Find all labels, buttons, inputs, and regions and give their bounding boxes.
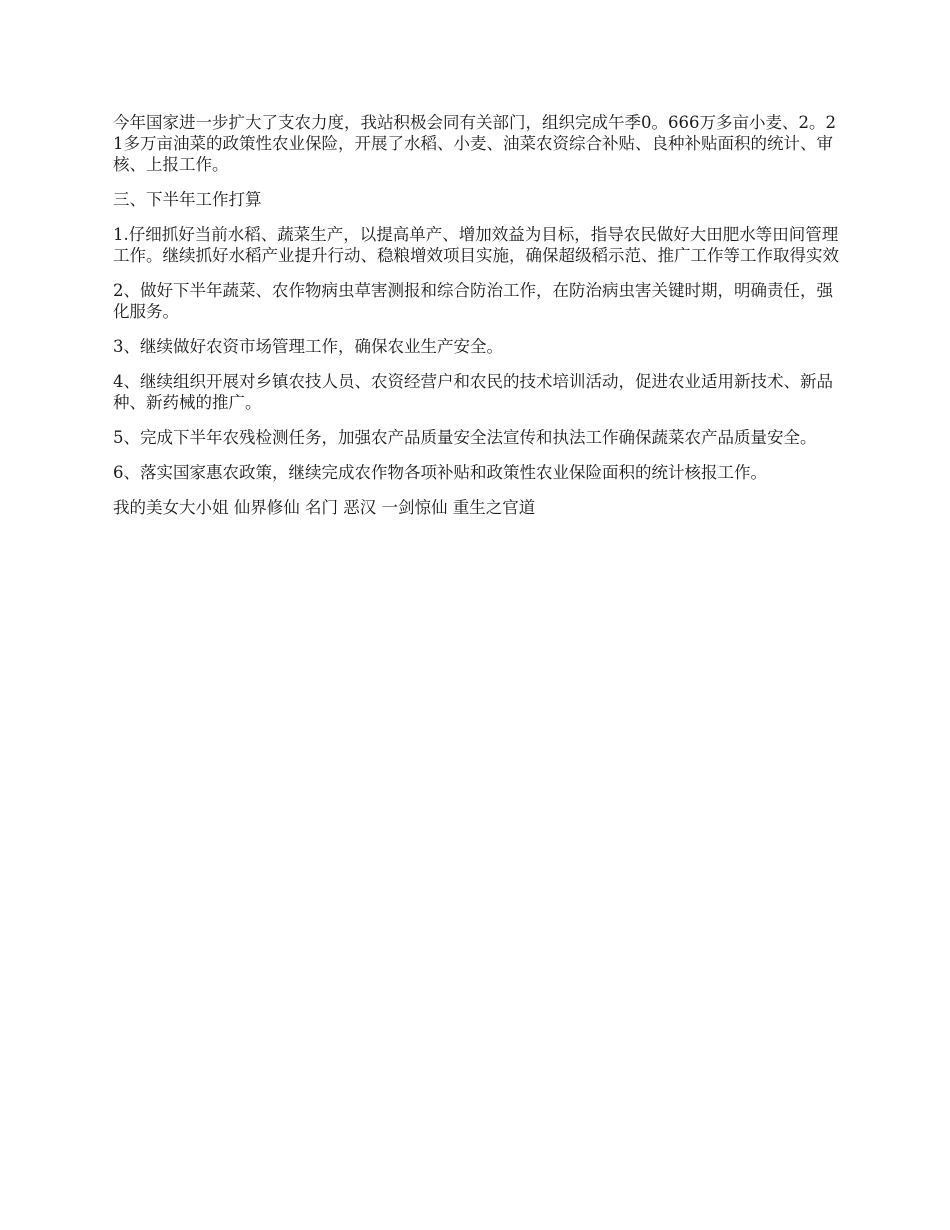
plan-item-5: 5、完成下半年农残检测任务，加强农产品质量安全法宣传和执法工作确保蔬菜农产品质量安全。: [113, 428, 817, 447]
plan-item-3: 3、继续做好农资市场管理工作，确保农业生产安全。: [113, 337, 503, 356]
plan-item-1: 1.仔细抓好当前水稻、蔬菜生产，以提高单产、增加效益为目标，指导农民做好大田肥水等田间管理工作。继续抓好水稻产业提升行动、稳粮增效项目实施，确保超级稻示范、推广工作等工作取得实效: [113, 225, 839, 265]
plan-item-4: 4、继续组织开展对乡镇农技人员、农资经营户和农民的技术培训活动，促进农业适用新技术、新品种、新药械的推广。: [113, 372, 833, 412]
plan-item-6: 6、落实国家惠农政策，继续完成农作物各项补贴和政策性农业保险面积的统计核报工作。: [113, 463, 767, 482]
footer-links-line: 我的美女大小姐 仙界修仙 名门 恶汉 一剑惊仙 重生之官道: [113, 498, 536, 517]
section-heading-second-half-plan: 三、下半年工作打算: [113, 190, 262, 209]
plan-item-2: 2、做好下半年蔬菜、农作物病虫草害测报和综合防治工作，在防治病虫害关键时期，明确责任，强化服务。: [113, 281, 833, 321]
document-body: [113, 112, 841, 532]
paragraph-insurance-subsidy: 今年国家进一步扩大了支农力度，我站积极会同有关部门，组织完成午季0。666万多亩小麦、2。21多万亩油菜的政策性农业保险，开展了水稻、小麦、油菜农资综合补贴、良种补贴面积的统计、审核、上报工作。: [113, 113, 836, 174]
